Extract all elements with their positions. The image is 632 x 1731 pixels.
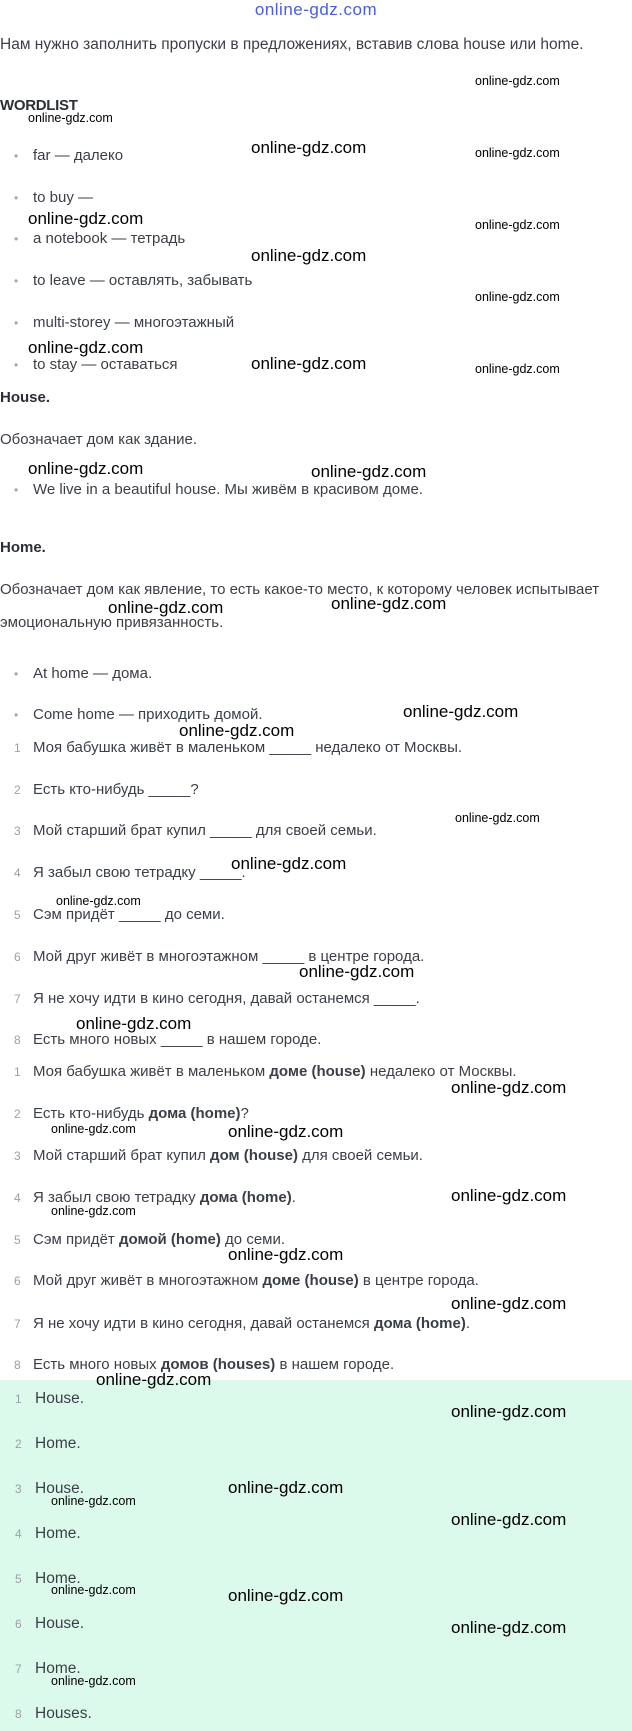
watermark: online-gdz.com — [475, 74, 560, 88]
watermark: online-gdz.com — [231, 854, 347, 873]
watermark: online-gdz.com — [451, 1510, 567, 1529]
bullet-icon: • — [14, 483, 19, 497]
site-logo[interactable]: online-gdz.com — [254, 0, 378, 19]
watermark: online-gdz.com — [28, 459, 144, 478]
watermark: online-gdz.com — [28, 209, 144, 228]
bullet-icon: • — [14, 708, 19, 722]
bullet-icon: • — [14, 358, 19, 372]
watermark: online-gdz.com — [475, 290, 560, 304]
watermark: online-gdz.com — [28, 338, 144, 357]
watermark: online-gdz.com — [251, 246, 367, 265]
bullet-icon: • — [14, 232, 19, 246]
watermark: online-gdz.com — [451, 1618, 567, 1637]
watermark: online-gdz.com — [451, 1186, 567, 1205]
house-heading: House. — [0, 389, 51, 406]
intro-text: Нам нужно заполнить пропуски в предложениях, вставив слова house или home. — [0, 36, 584, 53]
watermark: online-gdz.com — [51, 1494, 136, 1508]
watermark: online-gdz.com — [228, 1586, 344, 1605]
watermark: online-gdz.com — [228, 1478, 344, 1497]
watermark: online-gdz.com — [51, 1674, 136, 1688]
watermark: online-gdz.com — [311, 462, 427, 481]
watermark: online-gdz.com — [451, 1294, 567, 1313]
watermark: online-gdz.com — [451, 1078, 567, 1097]
bullet-icon: • — [14, 274, 19, 288]
home-heading: Home. — [0, 539, 46, 556]
watermark: online-gdz.com — [475, 362, 560, 376]
watermark: online-gdz.com — [228, 1122, 344, 1141]
watermark: online-gdz.com — [108, 598, 224, 617]
watermark: online-gdz.com — [403, 702, 519, 721]
wordlist-heading: WORDLIST — [0, 97, 78, 114]
bullet-icon: • — [14, 191, 19, 205]
watermark: online-gdz.com — [475, 218, 560, 232]
watermark: online-gdz.com — [56, 894, 141, 908]
house-description: Обозначает дом как здание. — [0, 431, 197, 448]
watermark: online-gdz.com — [228, 1245, 344, 1264]
watermark: online-gdz.com — [251, 138, 367, 157]
bullet-icon: • — [14, 667, 19, 681]
watermark: online-gdz.com — [251, 354, 367, 373]
watermark: online-gdz.com — [28, 111, 113, 125]
watermark: online-gdz.com — [451, 1402, 567, 1421]
watermark: online-gdz.com — [299, 962, 415, 981]
watermark: online-gdz.com — [51, 1583, 136, 1597]
watermark: online-gdz.com — [76, 1014, 192, 1033]
watermark: online-gdz.com — [475, 146, 560, 160]
watermark: online-gdz.com — [51, 1122, 136, 1136]
bullet-icon: • — [14, 316, 19, 330]
watermark: online-gdz.com — [455, 811, 540, 825]
watermark: online-gdz.com — [331, 594, 447, 613]
home-description: Обозначает дом как явление, то есть какое-то место, к которому человек испытывает эмоциональную привязанность. — [0, 581, 600, 631]
bullet-icon: • — [14, 149, 19, 163]
watermark: online-gdz.com — [51, 1204, 136, 1218]
watermark: online-gdz.com — [179, 721, 295, 740]
watermark: online-gdz.com — [96, 1370, 212, 1389]
